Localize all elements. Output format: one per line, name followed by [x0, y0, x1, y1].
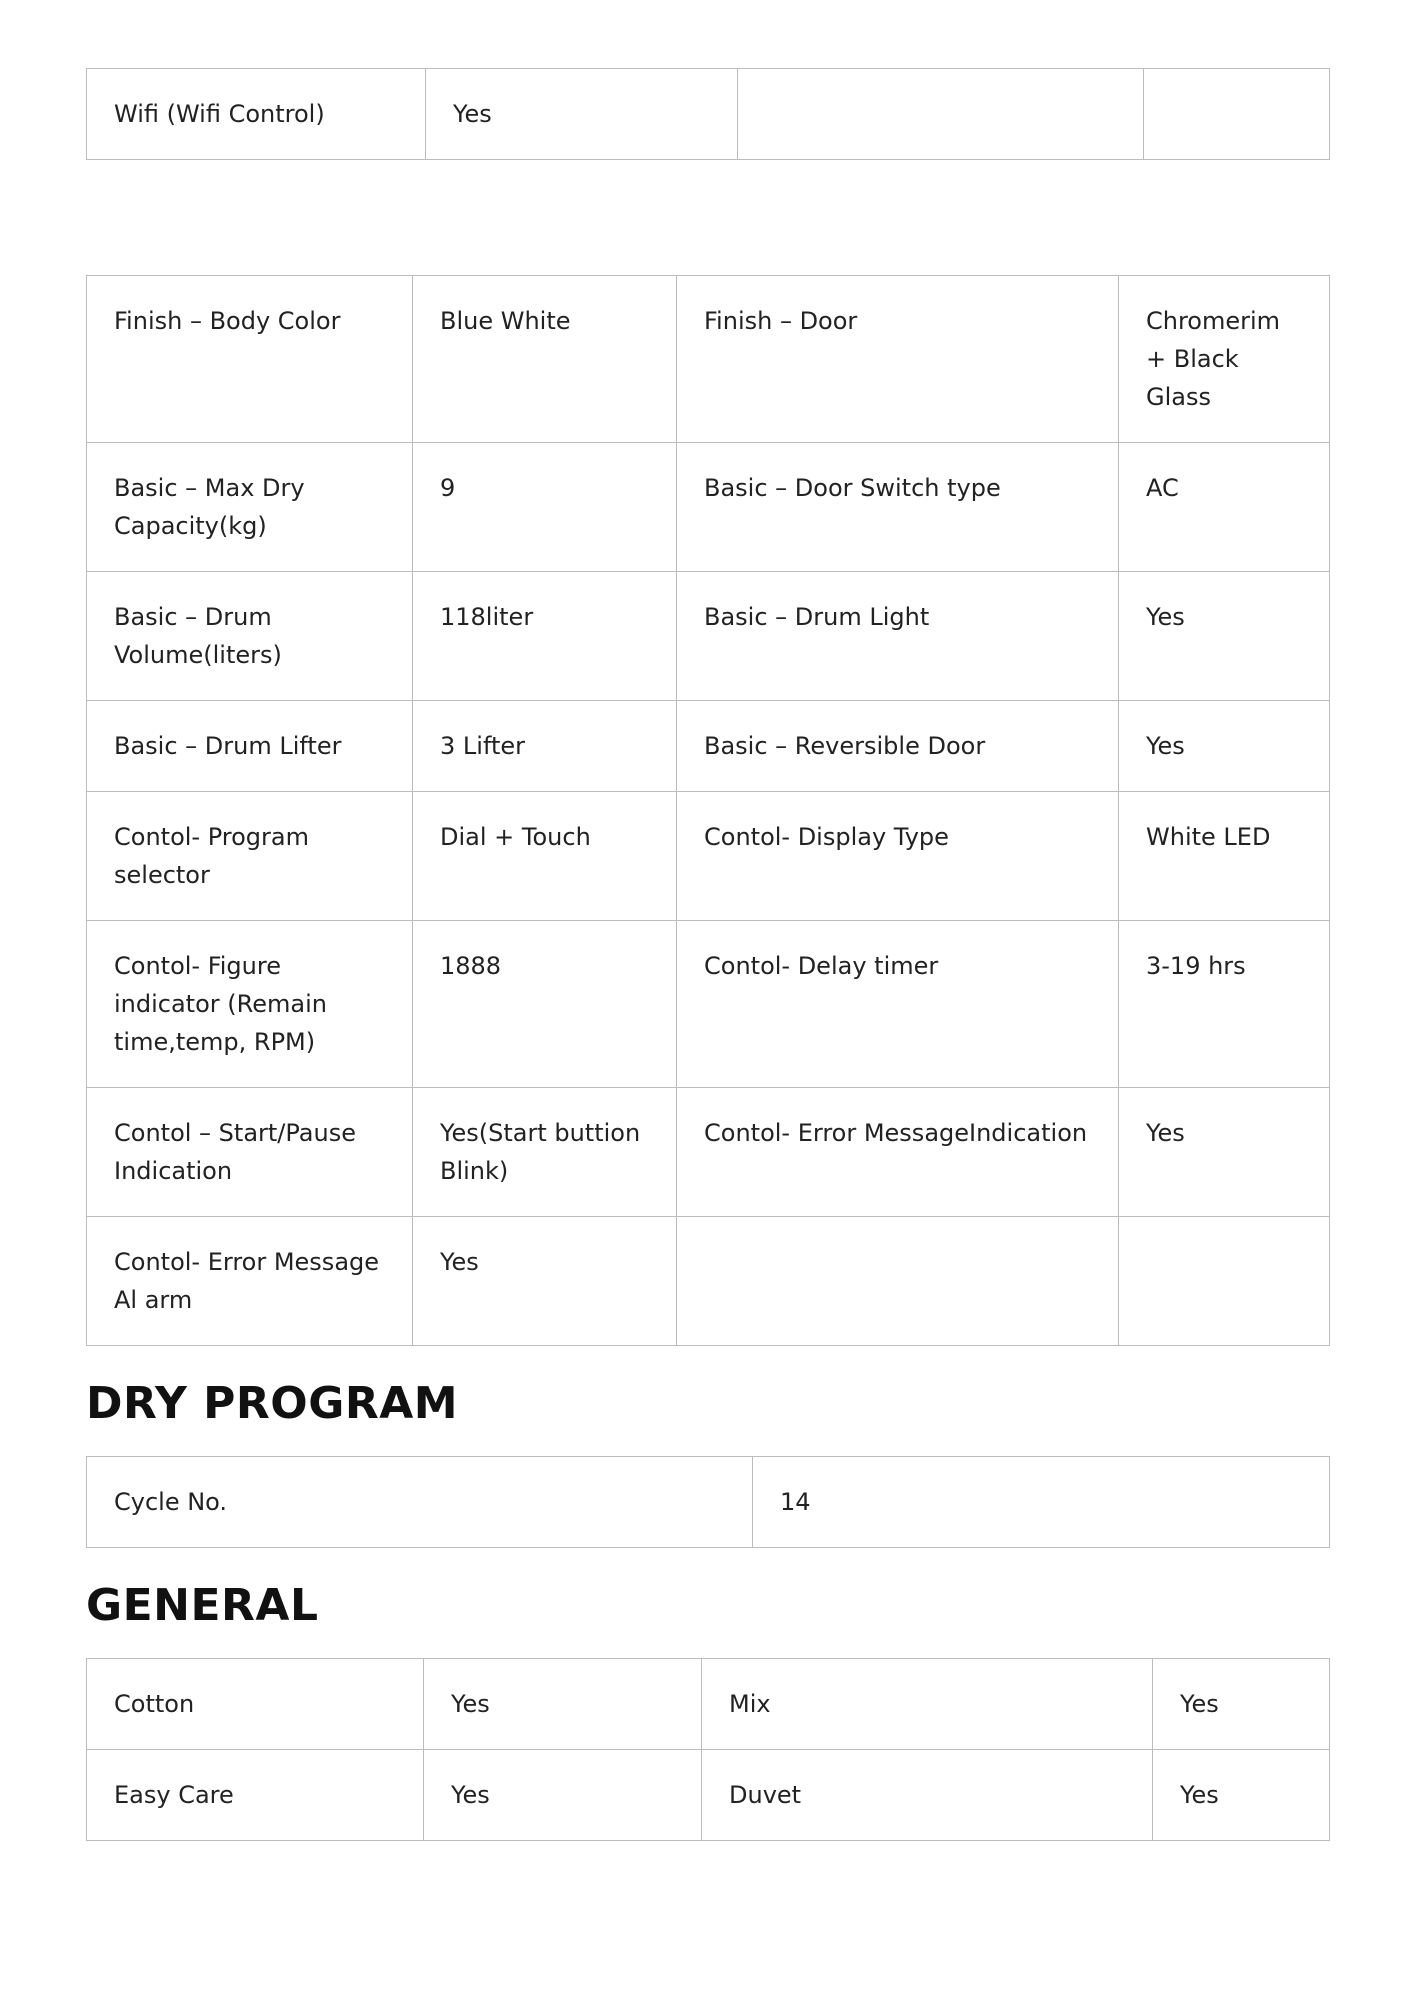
table-cell: Yes — [424, 1750, 702, 1841]
table-cell: Basic – Reversible Door — [677, 701, 1119, 792]
table-cell: Duvet — [702, 1750, 1153, 1841]
table-row — [87, 921, 1330, 1088]
table-row — [87, 276, 1330, 443]
table-cell: Yes — [1153, 1750, 1330, 1841]
general-table — [86, 1658, 1330, 1841]
table-cell: 1888 — [413, 921, 677, 1088]
table-cell: Yes — [1119, 572, 1330, 701]
table-row — [87, 572, 1330, 701]
table-cell: Contol- Delay timer — [677, 921, 1119, 1088]
features-table — [86, 275, 1330, 1346]
table-cell: Yes — [1119, 701, 1330, 792]
table-cell: Basic – Max Dry Capacity(kg) — [87, 443, 413, 572]
table-cell: Cycle No. — [87, 1457, 753, 1548]
table-cell: Yes — [426, 69, 738, 160]
table-row — [87, 792, 1330, 921]
table-row — [87, 69, 1330, 160]
table-cell: Contol- Error Message Al arm — [87, 1217, 413, 1346]
table-cell: Cotton — [87, 1659, 424, 1750]
table-cell — [738, 69, 1144, 160]
table-cell — [677, 1217, 1119, 1346]
table-cell: Easy Care — [87, 1750, 424, 1841]
table-cell: Yes — [413, 1217, 677, 1346]
table-row — [87, 1659, 1330, 1750]
table-cell: Contol- Display Type — [677, 792, 1119, 921]
table-row — [87, 701, 1330, 792]
table-cell — [1119, 1217, 1330, 1346]
document-page — [86, 68, 1329, 1841]
table-cell: Wifi (Wifi Control) — [87, 69, 426, 160]
table-cell: White LED — [1119, 792, 1330, 921]
table-cell: Basic – Door Switch type — [677, 443, 1119, 572]
table-cell: Basic – Drum Volume(liters) — [87, 572, 413, 701]
table-cell: 3-19 hrs — [1119, 921, 1330, 1088]
table-cell: Chromerim + Black Glass — [1119, 276, 1330, 443]
table-cell: Blue White — [413, 276, 677, 443]
table-row — [87, 443, 1330, 572]
table-cell: Yes — [1153, 1659, 1330, 1750]
table-cell: Finish – Door — [677, 276, 1119, 443]
table-cell: 118liter — [413, 572, 677, 701]
wifi-table — [86, 68, 1330, 160]
table-cell: Yes(Start buttion Blink) — [413, 1088, 677, 1217]
table-cell — [1144, 69, 1330, 160]
table-cell: Basic – Drum Lifter — [87, 701, 413, 792]
table-cell: Finish – Body Color — [87, 276, 413, 443]
table-cell: Basic – Drum Light — [677, 572, 1119, 701]
dry-program-table — [86, 1456, 1330, 1548]
table-cell: Contol- Error MessageIndication — [677, 1088, 1119, 1217]
table-cell: 14 — [753, 1457, 1330, 1548]
table-cell: Contol- Program selector — [87, 792, 413, 921]
table-cell: 9 — [413, 443, 677, 572]
table-cell: AC — [1119, 443, 1330, 572]
table-cell: Contol- Figure indicator (Remain time,temp, RPM) — [87, 921, 413, 1088]
table-row — [87, 1750, 1330, 1841]
section-title-dry-program: DRY PROGRAM — [86, 1378, 459, 1429]
section-title-general: GENERAL — [86, 1580, 319, 1631]
table-cell: Dial + Touch — [413, 792, 677, 921]
table-row — [87, 1457, 1330, 1548]
table-row — [87, 1088, 1330, 1217]
table-cell: Contol – Start/Pause Indication — [87, 1088, 413, 1217]
table-cell: Yes — [424, 1659, 702, 1750]
table-cell: 3 Lifter — [413, 701, 677, 792]
table-cell: Yes — [1119, 1088, 1330, 1217]
table-cell: Mix — [702, 1659, 1153, 1750]
table-row — [87, 1217, 1330, 1346]
